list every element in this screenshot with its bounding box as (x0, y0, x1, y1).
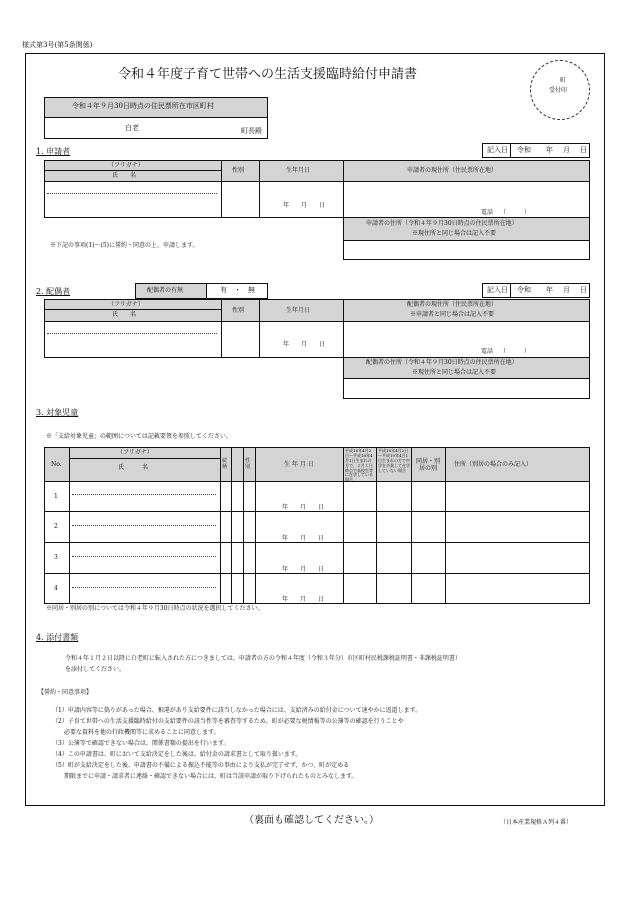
s2-date-year: 年 (546, 286, 553, 294)
s1-date-label: 記入日 (487, 146, 508, 154)
s2-has-spouse-choice[interactable]: 有 ・ 無 (220, 286, 255, 294)
s2-has-spouse-label: 配偶者の有無 (147, 287, 184, 294)
s1-address-input[interactable] (344, 182, 589, 217)
back-note: （裏面も確認してください。） (244, 815, 379, 826)
addressee-town: 白老 (125, 124, 139, 132)
paper-standard: （日本産業規格Ａ列４番） (500, 819, 573, 826)
form-title: 令和４年度子育て世帯への生活支援臨時給付申請書 (118, 67, 418, 82)
s1-phone-label: 電話 (481, 209, 494, 216)
s2-name-label: 氏 名 (112, 311, 137, 318)
section4-heading: 4. 添付書類 (36, 633, 79, 642)
s3-row-no: 2 (54, 523, 58, 530)
pledge-item: （5）町が支給決定をした後、申請書の不備による振込不能等の事由により支払が完了せず、かつ、町が定める (52, 762, 350, 769)
s1-date-reiwa: 令和 (517, 146, 531, 154)
s2-birth-input[interactable]: 年 月 日 (283, 341, 326, 348)
s1-past-address-note: ※現住所と同じ場合は記入不要 (412, 230, 497, 237)
s3-col-note2: 平成18年4月2日～平成19年4月1日生まれの方で中学を卒業して在学していない場合 (378, 448, 410, 473)
s2-date-label: 記入日 (487, 286, 508, 294)
s2-phone-label: 電話 (481, 348, 494, 355)
s2-furigana-label: （フリガナ） (108, 301, 144, 308)
s3-row-birth-input[interactable]: 年 月 日 (282, 535, 325, 542)
pledge-item: （3）公簿等で確認できない場合は、関係書類の提出を行います。 (52, 740, 230, 747)
section2-heading: 2. 配偶者 (36, 287, 71, 296)
s1-name-input[interactable] (45, 194, 220, 217)
pledge-item: 必要な資料を他の行政機関等に求めることに同意します。 (52, 729, 220, 736)
s3-row-birth-input[interactable]: 年 月 日 (282, 566, 325, 573)
s1-past-address-title: 申請者の住所（令和４年９月30日時点の住民票所在地） (366, 220, 518, 227)
pledge-item: 期限までに申請・請求者に連絡・確認できない場合には、町は当該申請が取り下げられたものとみなします。 (52, 773, 358, 780)
s3-row-birth-input[interactable]: 年 月 日 (282, 504, 325, 511)
s1-sex-label: 性別 (232, 167, 245, 174)
s4-text-line2: を添付してください。 (65, 666, 126, 673)
pledge-heading: 【誓約・同意事項】 (38, 689, 93, 696)
s1-birth-label: 生年月日 (286, 167, 311, 174)
s2-address-label: 配偶者の現住所（住民票所在地） (407, 301, 498, 308)
section3-heading: 3. 対象児童 (36, 408, 79, 417)
s2-date-day: 日 (580, 286, 587, 294)
s1-date-month: 月 (563, 146, 570, 154)
s1-birth-input[interactable]: 年 月 日 (283, 202, 326, 209)
s1-sex-input[interactable] (222, 182, 258, 217)
s3-col-name: 氏 名 (118, 464, 149, 471)
s3-col-no: No. (51, 461, 62, 468)
s3-row-furigana-input[interactable] (72, 587, 216, 588)
s2-date-reiwa: 令和 (517, 286, 531, 294)
s3-col-tsuzukigara: 続柄 (222, 458, 228, 471)
s1-date-year: 年 (546, 146, 553, 154)
s2-date-month: 月 (563, 286, 570, 294)
s3-row-no: 4 (54, 585, 58, 592)
s2-past-address-input[interactable] (343, 378, 590, 399)
s4-text-line1: 令和４年１月２日以降に白老町に転入された方につきましては、申請者の方の令和４年度（令和３年分）市区町村民税課税証明書・非課税証明書） (65, 655, 461, 662)
s3-col-dokyo: 同居・別居の別 (415, 458, 440, 473)
stamp-town: 町 (560, 77, 567, 84)
addressee-mayor: 町長殿 (241, 127, 262, 135)
s2-past-address-note: ※現住所と同じ場合は記入不要 (412, 369, 497, 376)
addressee-body (44, 117, 268, 139)
s3-col-sex: 性別 (245, 458, 251, 471)
s3-col-furigana: （フリガナ） (117, 449, 153, 456)
pledge-item: （4）この申請書は、町において支給決定をした後は、給付金の請求書として取り扱います。 (52, 751, 302, 758)
s1-name-label: 氏 名 (112, 172, 137, 179)
s1-date-day: 日 (580, 146, 587, 154)
stamp-label: 受付印 (549, 87, 568, 94)
section1-heading: 1. 申請者 (36, 147, 71, 156)
s1-phone-input[interactable]: （ ） (500, 209, 531, 216)
s1-furigana-label: （フリガナ） (108, 162, 144, 169)
s3-note-bottom: ※同居・別居の別については令和４年９月30日時点の状況を選択してください。 (46, 605, 264, 612)
s2-address-note: ※申請者と同じ場合は記入不要 (410, 311, 495, 318)
s3-col-address: 住所（別居の場合のみ記入） (454, 461, 533, 468)
s3-col-note1: 平成16年4月2日～平成18年4月1日生まれの方で、２月１日時点で高校生等に在学している場合 (345, 448, 373, 483)
s1-pledge-note: ※下記の事項(1)～(5)に誓約・同意の上、申請します。 (50, 242, 199, 249)
s3-col-birth: 生 年 月 日 (284, 461, 314, 468)
s2-phone-input[interactable]: （ ） (500, 348, 531, 355)
s2-past-address-title: 配偶者の住所（令和４年９月30日時点の住民票所在地） (366, 359, 518, 366)
s3-row-furigana-input[interactable] (72, 556, 216, 557)
s1-past-address-input[interactable] (343, 240, 590, 260)
s3-row-no: 3 (54, 554, 58, 561)
s2-sex-label: 性別 (232, 307, 245, 314)
s3-row-furigana-input[interactable] (72, 494, 216, 495)
s2-address-input[interactable] (344, 322, 589, 357)
addressee-header-text: 令和４年９月30日時点の住民票所在市区町村 (72, 102, 214, 110)
s3-note-top: ※「支給対象児童」の範囲については記載要領を参照してください。 (46, 433, 232, 440)
s3-row-birth-input[interactable]: 年 月 日 (282, 596, 325, 603)
s2-sex-input[interactable] (222, 322, 258, 357)
pledge-item: （2）子育て世帯への生活支援臨時給付の支給要件の該当性等を審査等するため、町が必要な税情報等の公簿等の確認を行うことや (52, 718, 404, 725)
pledge-item: （1）申請内容等に偽りがあった場合、相違があり支給要件に該当しなかった場合には、支給済みの給付金について速やかに返還します。 (52, 707, 422, 714)
s3-row-furigana-input[interactable] (72, 525, 216, 526)
s2-birth-label: 生年月日 (286, 307, 311, 314)
s1-address-label: 申請者の現住所（住民票所在地） (407, 167, 498, 174)
form-code: 様式第3号(第5条関係) (22, 41, 93, 49)
s2-name-input[interactable] (45, 334, 220, 357)
s3-row-no: 1 (54, 493, 58, 500)
